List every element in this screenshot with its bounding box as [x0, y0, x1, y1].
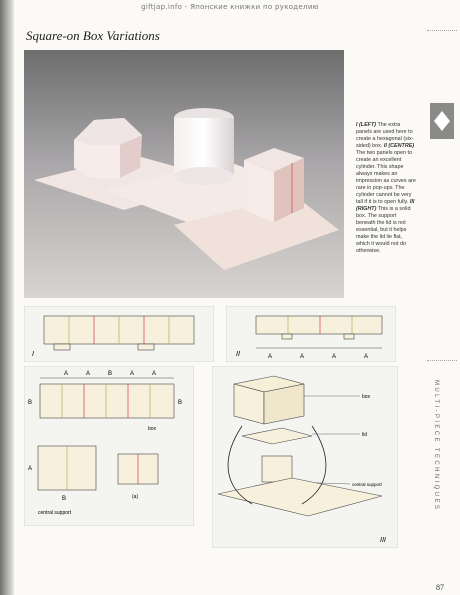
diagram-ii-a-2: A [300, 354, 305, 360]
side-tag: (a) [132, 494, 139, 500]
callout-central: central support [352, 482, 382, 487]
dim-label-3: B [108, 371, 113, 377]
caption-text-i: The extra panels are used here to create a hexagonal (six-sided) box. [356, 122, 414, 149]
diagram-iii-assembly [212, 366, 398, 548]
central-support-label: central support [38, 510, 72, 516]
caption-tag-ii: II (CENTRE) [383, 143, 415, 149]
dim-label-1: A [64, 371, 69, 377]
diagram-ii-label: II [236, 351, 240, 358]
dim-label-2: A [86, 371, 91, 377]
callout-lid: lid [362, 432, 368, 438]
caption-tag-iii: III (RIGHT) [356, 199, 415, 212]
caption-tag-i: I (LEFT) [356, 122, 377, 128]
margin-dots-middle [427, 360, 457, 361]
margin-dots-top [427, 30, 457, 31]
dim-label-5: A [152, 371, 157, 377]
net-box-label: box [148, 426, 157, 432]
callout-box: box [362, 394, 371, 400]
diagram-i-label: I [32, 351, 34, 358]
support-a-label: A [28, 466, 33, 472]
dim-b-left: B [28, 400, 33, 406]
support-b-label: B [62, 496, 67, 502]
caption-text-ii: The two panels open to create an excellent cylinder. This shape always makes an impression as curves are rare in pop-ups. The cylinder cannot be very tall if it is to open fully. [356, 150, 416, 205]
figure-caption [356, 122, 416, 255]
page-title: Square-on Box Variations [26, 28, 160, 43]
page-number: 87 [436, 583, 444, 592]
diagram-ii-a-4: A [364, 354, 369, 360]
diagram-i [24, 306, 214, 362]
book-spine [0, 0, 14, 595]
section-name: MULTI-PIECE TECHNIQUES [433, 380, 439, 512]
pop-up-photo [24, 50, 344, 298]
section-tab-icon [430, 103, 454, 139]
dim-b-right: B [178, 400, 183, 406]
diagram-ii-a-1: A [268, 354, 273, 360]
diagram-iii-label: III [380, 537, 386, 544]
diagram-ii [226, 306, 396, 362]
diagram-iii-net [24, 366, 194, 526]
diagram-ii-a-3: A [332, 354, 337, 360]
caption-text-iii: This is a solid box. The support beneath the lid is not essential, but it helps make the lid lie flat, which it would not do otherwise. [356, 206, 411, 254]
dim-label-4: A [130, 371, 135, 377]
watermark: giftjap.info - Японские книжки по рукоделию [141, 3, 319, 11]
